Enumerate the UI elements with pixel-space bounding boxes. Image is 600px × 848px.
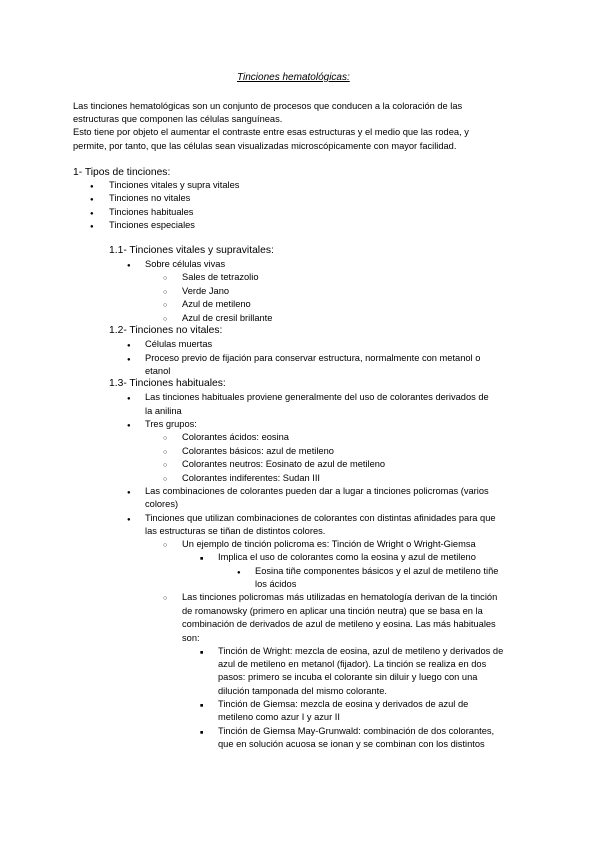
list-item: Las combinaciones de colorantes pueden dar a lugar a tinciones policromas (varios <box>145 486 489 496</box>
intro-line: Esto tiene por objeto el aumentar el contraste entre esas estructuras y el medio que las rodea, y <box>73 127 469 137</box>
bullet-icon <box>127 392 131 406</box>
square-bullet-icon <box>200 726 203 740</box>
document-title: Tinciones hematológicas: <box>237 72 350 83</box>
list-item: Tres grupos: <box>145 419 197 429</box>
bullet-icon <box>90 180 94 194</box>
list-item: Tinción de Wright: mezcla de eosina, azul de metileno y derivados de <box>218 646 504 656</box>
subsection-heading: 1.1- Tinciones vitales y supravitales: <box>109 245 274 256</box>
list-item: Colorantes básicos: azul de metileno <box>182 446 334 456</box>
list-item: Las tinciones habituales proviene generalmente del uso de colorantes derivados de <box>145 392 489 402</box>
list-item: Células muertas <box>145 339 213 349</box>
list-item: Tinción de Giemsa: mezcla de eosina y derivados de azul de <box>218 699 469 709</box>
list-item: Sobre células vivas <box>145 259 226 269</box>
list-item: Implica el uso de colorantes como la eosina y azul de metileno <box>218 552 476 562</box>
list-item-continuation: metileno como azur I y azur II <box>218 712 340 722</box>
circle-bullet-icon <box>163 592 167 606</box>
subsection-heading: 1.2- Tinciones no vitales: <box>109 325 223 336</box>
list-item: Las tinciones policromas más utilizadas en hematología derivan de la tinción <box>182 592 498 602</box>
list-item: Colorantes neutros: Eosinato de azul de metileno <box>182 459 386 469</box>
list-item: Tinciones especiales <box>109 220 195 230</box>
list-item-continuation: las estructuras se tiñan de distintos colores. <box>145 526 326 536</box>
square-bullet-icon <box>200 699 203 713</box>
intro-line: estructuras que componen las células sanguíneas. <box>73 114 283 124</box>
list-item-continuation: de romanowsky (primero en aplicar una tinción neutra) que se basa en la <box>182 606 483 616</box>
list-item: Tinciones no vitales <box>109 193 191 203</box>
list-item: Verde Jano <box>182 286 230 296</box>
list-item-continuation: colores) <box>145 499 179 509</box>
section-heading: 1- Tipos de tinciones: <box>73 167 171 178</box>
subsection-heading: 1.3- Tinciones habituales: <box>109 378 226 389</box>
circle-bullet-icon <box>163 446 167 460</box>
list-item: Azul de cresil brillante <box>182 313 273 323</box>
bullet-icon <box>90 193 94 207</box>
square-bullet-icon <box>200 646 203 660</box>
circle-bullet-icon <box>163 539 167 553</box>
bullet-icon <box>127 486 131 500</box>
list-item: Colorantes ácidos: eosina <box>182 432 289 442</box>
bullet-icon <box>127 259 131 273</box>
bullet-icon <box>127 353 131 367</box>
list-item: Colorantes indiferentes: Sudan III <box>182 473 320 483</box>
intro-line: Las tinciones hematológicas son un conjunto de procesos que conducen a la coloración de las <box>73 101 463 111</box>
square-bullet-icon <box>200 552 203 566</box>
list-item-continuation: que en solución acuosa se ionan y se combinan con los distintos <box>218 739 485 749</box>
list-item-continuation: combinación de derivados de azul de metileno y eosina. Las más habituales <box>182 619 496 629</box>
list-item-continuation: son: <box>182 633 200 643</box>
list-item: Un ejemplo de tinción policroma es: Tinción de Wright o Wright-Giemsa <box>182 539 476 549</box>
list-item: Tinción de Giemsa May-Grunwald: combinación de dos colorantes, <box>218 726 495 736</box>
list-item-continuation: dilución tamponada del mismo colorante. <box>218 686 387 696</box>
circle-bullet-icon <box>163 459 167 473</box>
bullet-icon <box>127 513 131 527</box>
list-item-continuation: la anilina <box>145 406 182 416</box>
list-item: Tinciones vitales y supra vitales <box>109 180 240 190</box>
circle-bullet-icon <box>163 299 167 313</box>
bullet-icon <box>127 339 131 353</box>
circle-bullet-icon <box>163 286 167 300</box>
list-item-continuation: etanol <box>145 366 171 376</box>
bullet-icon <box>90 220 94 234</box>
circle-bullet-icon <box>163 432 167 446</box>
list-item-continuation: pasos: primero se incuba el colorante sin diluir y luego con una <box>218 672 478 682</box>
circle-bullet-icon <box>163 272 167 286</box>
list-item: Azul de metileno <box>182 299 251 309</box>
list-item: Tinciones habituales <box>109 207 194 217</box>
list-item: Eosina tiñe componentes básicos y el azul de metileno tiñe <box>255 566 499 576</box>
list-item: Proceso previo de fijación para conservar estructura, normalmente con metanol o <box>145 353 481 363</box>
bullet-icon <box>237 566 241 580</box>
intro-line: permite, por tanto, que las células sean visualizadas microscópicamente con mayor facilidad. <box>73 141 457 151</box>
list-item-continuation: azul de metileno en metanol (fijador). La tinción se realiza en dos <box>218 659 487 669</box>
bullet-icon <box>90 207 94 221</box>
bullet-icon <box>127 419 131 433</box>
list-item-continuation: los ácidos <box>255 579 297 589</box>
list-item: Tinciones que utilizan combinaciones de colorantes con distintas afinidades para que <box>145 513 496 523</box>
list-item: Sales de tetrazolio <box>182 272 259 282</box>
